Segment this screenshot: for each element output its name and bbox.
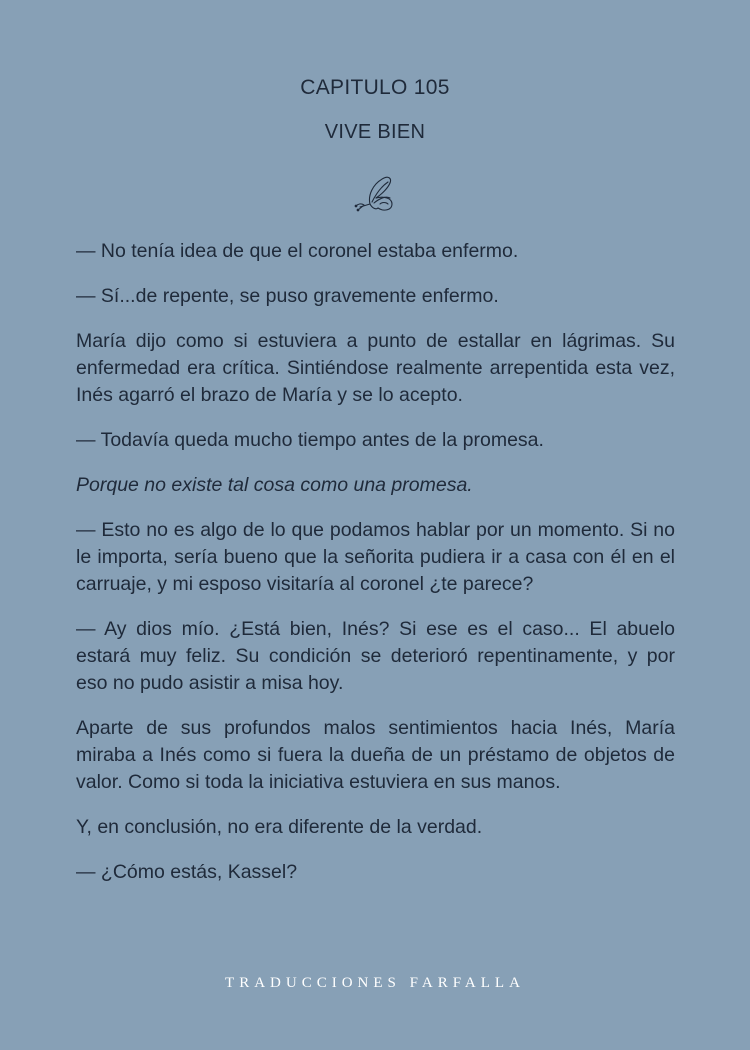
paragraph: — Sí...de repente, se puso gravemente enfermo. bbox=[76, 285, 499, 307]
chapter-title: VIVE BIEN bbox=[324, 121, 426, 143]
translator-credit: TRADUCCIONES FARFALLA bbox=[225, 975, 525, 991]
paragraph-italic: Porque no existe tal cosa como una promesa. bbox=[76, 474, 473, 496]
paragraph: — ¿Cómo estás, Kassel? bbox=[76, 861, 298, 883]
paragraph: — Todavía queda mucho tiempo antes de la promesa. bbox=[76, 429, 544, 451]
chapter-number: CAPITULO 105 bbox=[300, 76, 450, 99]
paragraph: María dijo como si estuviera a punto de estallar en lágrimas. Su enfermedad era crítica. Sintiéndose realmente arrepentida esta vez, Inés agarró el brazo de María y se lo acepto. bbox=[76, 330, 675, 406]
paragraph: — Ay dios mío. ¿Está bien, Inés? Si ese es el caso... El abuelo estará muy feliz. Su condición se deterioró repentinamente, y por eso no pudo asistir a misa hoy. bbox=[76, 618, 675, 694]
paragraph: Aparte de sus profundos malos sentimientos hacia Inés, María miraba a Inés como si fuera la dueña de un préstamo de objetos de valor. Como si toda la iniciativa estuviera en sus manos. bbox=[76, 717, 675, 793]
paragraph: Y, en conclusión, no era diferente de la verdad. bbox=[76, 816, 483, 838]
paragraph: — No tenía idea de que el coronel estaba enfermo. bbox=[76, 240, 519, 262]
paragraph: — Esto no es algo de lo que podamos hablar por un momento. Si no le importa, sería bueno que la señorita pudiera ir a casa con él en el carruaje, y mi esposo visitaría al coronel ¿te parece? bbox=[76, 519, 675, 595]
butterfly-icon bbox=[350, 174, 396, 216]
chapter-body bbox=[76, 238, 675, 904]
